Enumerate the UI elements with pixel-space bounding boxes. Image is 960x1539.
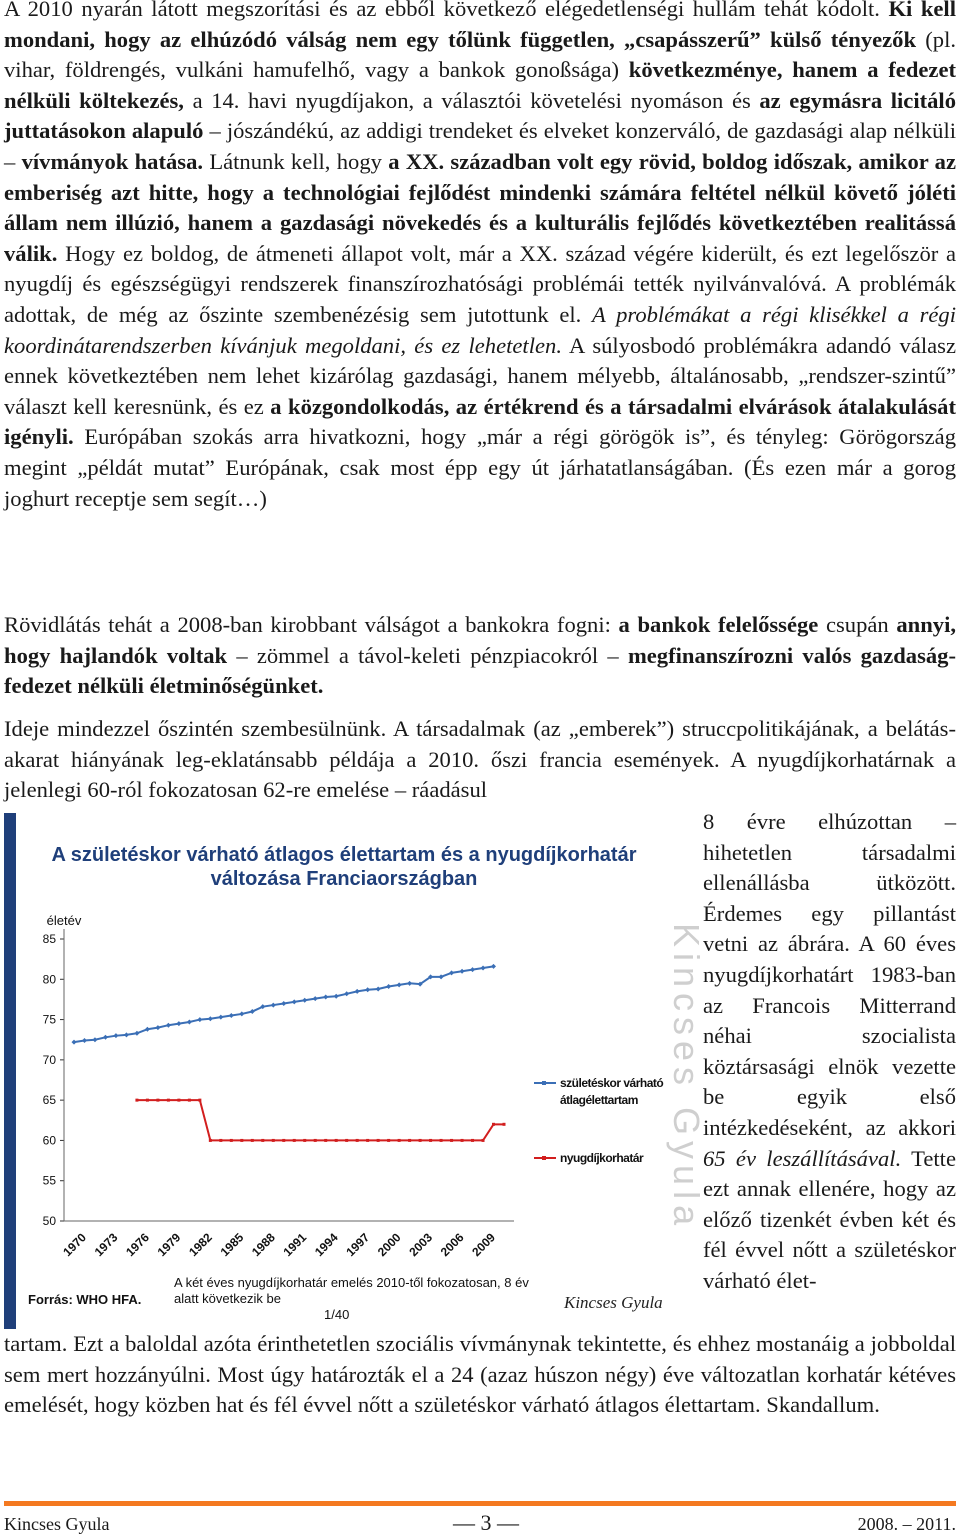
p1-bold-j: a XX. században volt egy rövid, boldog időszak, amikor az emberiség azt hitte, hogy a technológiai fejlődést mindenki számára feltétel nélkül követő jóléti állam nem illúzió, hanem a gazdasági növekedés és a kulturális fejlődés következtében realitássá válik. (4, 148, 956, 266)
p1-bold-d: következménye, hanem a fedezet nélküli költekezés, (4, 57, 957, 113)
data-point (209, 1139, 212, 1142)
data-point (135, 1099, 138, 1102)
p2-text-e: – zömmel a távol-keleti pénzpiacokról – (236, 642, 619, 668)
chart-note-line-1: A két éves nyugdíjkorhatár emelés 2010-től fokozatosan, 8 év (174, 1275, 529, 1290)
p1-text-k: Hogy ez boldog, de átmeneti állapot volt, már a XX. század végére kiderült, és ezt legelőször a nyugdíj és egészségügyi rendszerek finanszírozhatósági problémái tették nyilvánvalóvá. A problémák adottak, de még az őszinte szembenézésig sem jutottunk el. (4, 240, 957, 327)
side-text-1: 8 évre elhúzottan – hihetetlen társadalmi ellenállásba ütközött. (703, 809, 956, 896)
x-tick-label: 2009 (469, 1230, 499, 1260)
paragraph-1 (4, 0, 956, 514)
side-text-2: Érdemes egy pillantást vetni az ábrára. (703, 900, 956, 957)
watermark (666, 923, 707, 1231)
p2-text-a: Rövidlátás tehát a 2008-ban kirobbant válságot a bankokra fogni: (4, 612, 611, 637)
data-point (293, 1139, 296, 1142)
chart-note-line-2: alatt következik be (174, 1291, 281, 1306)
y-tick-label: 75 (42, 1012, 56, 1027)
data-point (314, 1139, 317, 1142)
legend-label: nyugdíjkorhatár (560, 1151, 644, 1165)
y-tick-label: 60 (42, 1133, 56, 1148)
data-point (492, 1123, 495, 1126)
y-tick-label: 50 (42, 1214, 56, 1228)
side-text (703, 807, 956, 1297)
footer-page-number: — 3 — (453, 1510, 519, 1535)
p1-italic-l: A problémákat a régi klisékkel a régi koordinátarendszerben kívánjuk megoldani, és ez lehetetlen. (4, 301, 956, 358)
data-point (387, 1139, 390, 1142)
data-point (219, 1139, 222, 1142)
data-point (177, 1099, 180, 1102)
side-text-3: A 60 éves nyugdíjkorhatárt 1983-ban az Francois Mitterrand néhai szocialista köztársasági elnök vezette be egyik első intézkedéseként, az akkori (703, 931, 957, 1140)
data-point (471, 1139, 474, 1142)
x-tick-label: 1982 (186, 1230, 215, 1260)
y-tick-label: 70 (42, 1052, 56, 1067)
chart-source: Forrás: WHO HFA. (28, 1292, 142, 1307)
chart-title-line-2: változása Franciaországban (210, 868, 478, 890)
data-point (282, 1139, 285, 1142)
p1-text-c: (pl. vihar, földrengés, vulkáni hamufelhő, vagy a bankok gonoßsága) (4, 26, 956, 83)
paragraph-3-intro: Ideje mindezzel őszintén szembesülnünk. A társadalmak (az „emberek”) struccpolitikájának, a belátás-akarat hiányának leg-eklatánsabb példája a 2010. őszi francia események. A nyugdíjkorhatárnak a jelenlegi 60-ról fokozatosan 62-re emelése – ráadásul (4, 716, 956, 803)
x-tick-label: 1976 (123, 1230, 152, 1260)
data-point (146, 1099, 149, 1102)
p1-bold-b: Ki kell mondani, hogy az elhúzódó válság nem egy tőlünk független, „csapásszerű” külső tényezők (4, 0, 956, 52)
x-tick-label: 1994 (311, 1230, 341, 1260)
x-tick-label: 1997 (343, 1230, 373, 1260)
x-tick-label: 1985 (217, 1230, 247, 1260)
x-tick-label: 2003 (406, 1230, 436, 1260)
p2-bold-d: annyi, hogy hajlandók voltak (4, 612, 957, 668)
x-tick-label: 1988 (249, 1230, 278, 1260)
data-point (167, 1099, 170, 1102)
p1-text-e: a 14. havi nyugdíjakon, a választói követelési nyomáson és (192, 87, 751, 113)
x-tick-label: 2000 (374, 1230, 404, 1260)
data-point (335, 1139, 338, 1142)
data-point (198, 1099, 201, 1102)
p1-bold-f: az egymásra licitáló juttatásokon alapuló (4, 87, 957, 144)
chart-signature: Kincses Gyula (564, 1293, 663, 1312)
legend-marker (542, 1081, 546, 1085)
p1-text-o: Európában szokás arra hivatkozni, hogy „már a régi görögök is”, és tényleg: Görögország megint „példát mutat” Európának, csak most épp egy út járhatatlanságában. (És ezen már a gorog joghurt receptje sem segít…) (4, 424, 956, 511)
x-tick-label: 1979 (154, 1230, 184, 1260)
x-tick-label: 1991 (280, 1230, 310, 1260)
data-point (366, 1139, 369, 1142)
x-tick-label: 2006 (437, 1230, 467, 1260)
y-tick-label: 55 (42, 1173, 56, 1188)
chart-title-line-1: A születéskor várható átlagos élettartam és a nyugdíjkorhatár (51, 844, 637, 866)
chart-page-ref: 1/40 (324, 1307, 350, 1322)
data-point (261, 1139, 264, 1142)
side-italic-4: 65 év leszállításával. (703, 1145, 902, 1171)
paragraph-2 (4, 610, 956, 702)
data-point (408, 1139, 411, 1142)
legend-label: átlagélettartam (560, 1093, 638, 1107)
data-point (324, 1139, 327, 1142)
y-tick-label: 80 (42, 972, 56, 987)
p1-text-a: A 2010 nyarán látott megszorítási és az ebből következő elégedetlenségi hullám tehát kódolt. (4, 0, 880, 21)
data-point (188, 1099, 191, 1102)
data-point (440, 1139, 443, 1142)
data-point (377, 1139, 380, 1142)
data-point (429, 1139, 432, 1142)
y-tick-label: 85 (42, 932, 56, 946)
side-text-5: Tette ezt annak ellenére, hogy az előző tizenkét évben két és fél évvel nőtt a születéskor várható élet- (703, 1145, 956, 1293)
page-footer (4, 1510, 956, 1538)
legend-marker (542, 1156, 546, 1160)
data-point (503, 1123, 506, 1126)
data-point (240, 1139, 243, 1142)
x-tick-label: 1970 (60, 1230, 90, 1260)
chart-left-bar (4, 813, 16, 1329)
data-point (419, 1139, 422, 1142)
data-point (461, 1139, 464, 1142)
footer-rule (4, 1501, 956, 1506)
data-point (272, 1139, 275, 1142)
y-axis-label: életév (46, 913, 82, 928)
data-point (345, 1139, 348, 1142)
watermark-text: Kincses Gyula (666, 923, 707, 1232)
chart-svg (4, 813, 707, 1329)
data-point (356, 1139, 359, 1142)
data-point (398, 1139, 401, 1142)
legend-label: születéskor várható (560, 1076, 664, 1090)
data-point (450, 1139, 453, 1142)
paragraph-3-end: tartam. Ezt a baloldal azóta érinthetetlen szociális vívmánynak tekintette, és ehhez mostanáig a jobboldal sem mert hozzányúlni. Most úgy határozták el a 24 (azaz húszon négy) éve változatlan korhatár kétéves emelését, hogy közben hat és fél évvel nőtt a születéskor várható átlagos élettartam. Skandallum. (4, 1331, 956, 1418)
data-point (251, 1139, 254, 1142)
data-point (156, 1099, 159, 1102)
y-tick-label: 65 (42, 1093, 56, 1108)
data-point (230, 1139, 233, 1142)
footer-author: Kincses Gyula (4, 1514, 110, 1534)
p1-bold-h: vívmányok hatása. (21, 148, 204, 174)
p1-text-m: A súlyosbodó problémákra adandó válasz ennek következtében nem lehet kizárólag gazdasági, hanem mélyebb, általánosabb, „rendszer-szintű” választ kell keresnünk, és ez (4, 332, 956, 419)
p1-text-i: Látnunk kell, hogy (209, 148, 382, 174)
p1-text-g: – jószándékú, az addigi trendeket és elveket konzerváló, de gazdasági alap nélküli – (4, 118, 957, 174)
p2-bold-f: megfinanszírozni valós gazdaság-fedezet nélküli életminőségünket. (4, 642, 956, 699)
x-tick-label: 1973 (91, 1230, 121, 1260)
data-point (303, 1139, 306, 1142)
p2-text-c: csupán (825, 612, 889, 637)
footer-years: 2008. – 2011. (857, 1514, 956, 1534)
side-column (703, 807, 956, 1297)
chart-figure (4, 813, 707, 1329)
p1-bold-n: a közgondolkodás, az értékrend és a társadalmi elvárások átalakulását igényli. (4, 393, 956, 450)
data-point (482, 1139, 485, 1142)
p2-bold-b: a bankok felelőssége (618, 612, 819, 637)
